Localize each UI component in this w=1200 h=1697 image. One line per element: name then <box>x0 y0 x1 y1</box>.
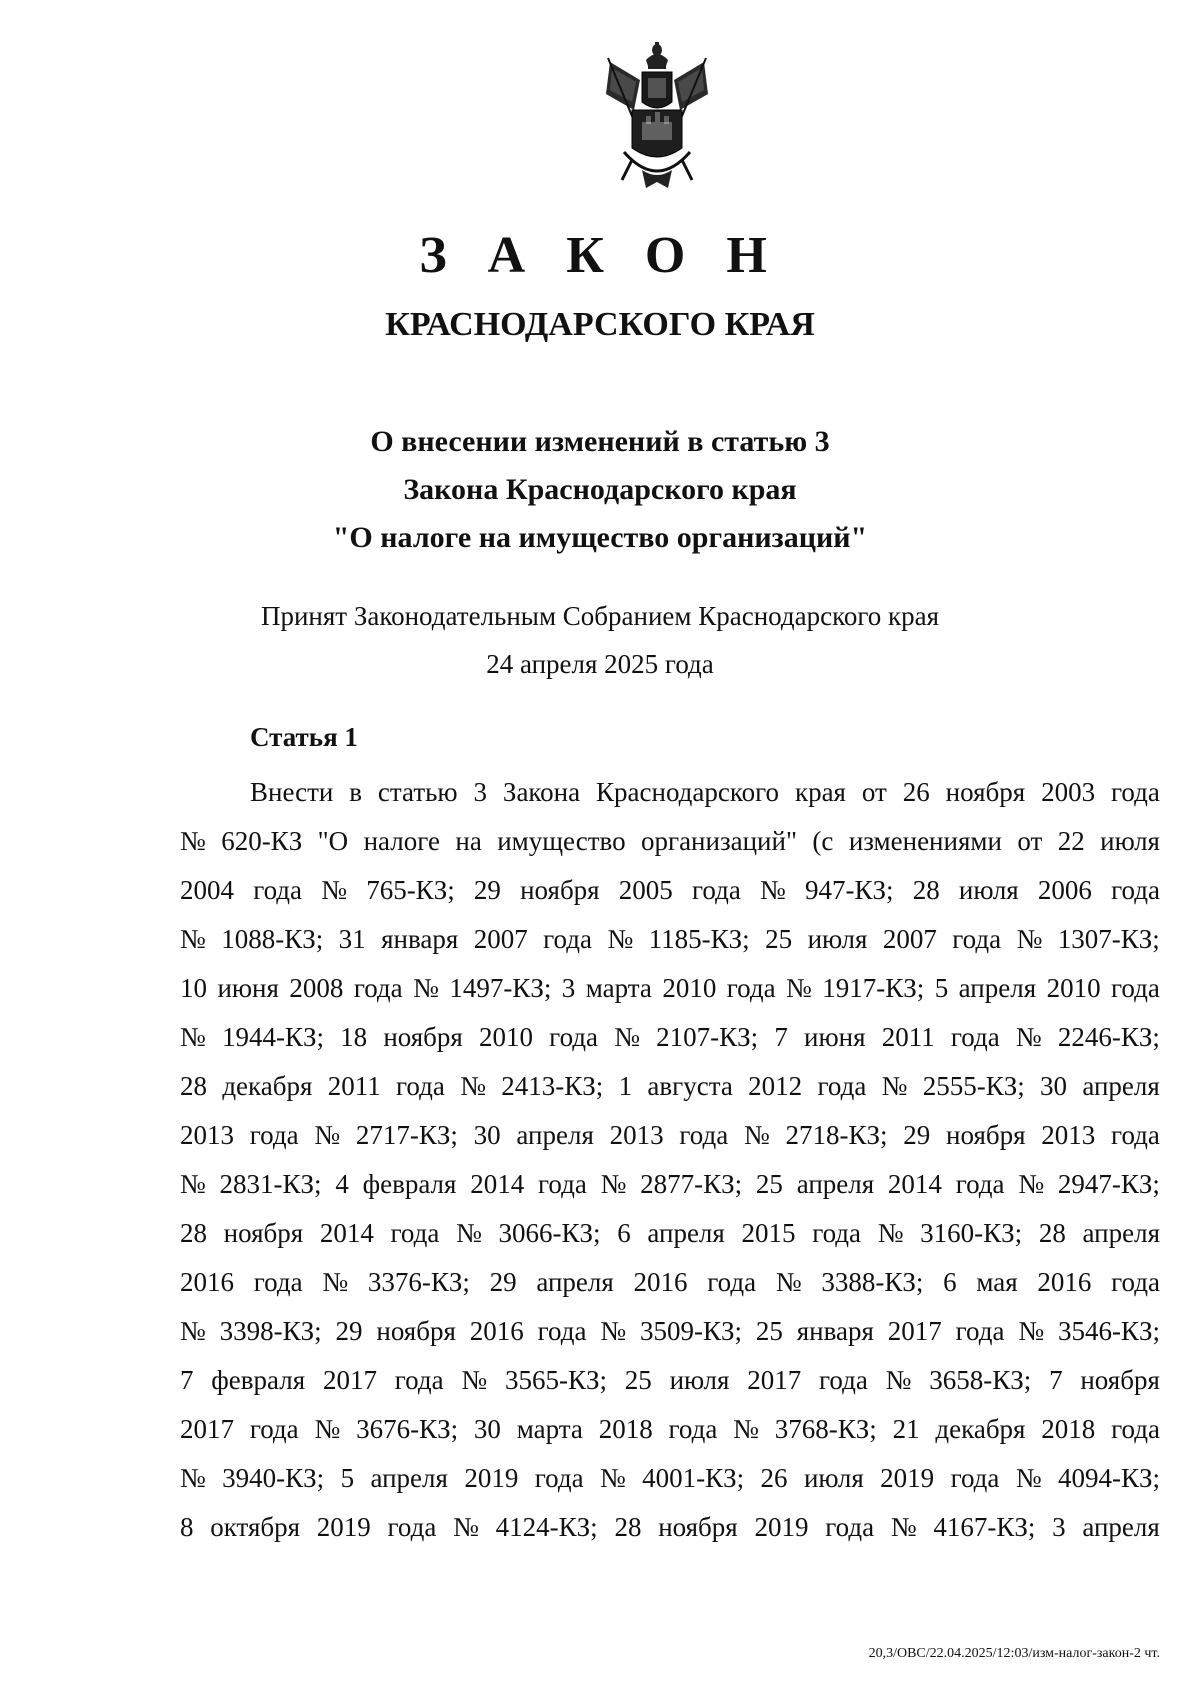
word: 1088-КЗ; <box>221 924 324 954</box>
word: ноября <box>520 875 600 905</box>
word: № <box>314 1414 341 1444</box>
document-title: З А К О Н <box>419 227 781 284</box>
word: года <box>1111 973 1160 1003</box>
word: года <box>955 1316 1005 1346</box>
word: года <box>1111 1414 1160 1444</box>
word: 29 <box>473 875 501 905</box>
body-line <box>180 1209 1160 1258</box>
word: организаций" <box>641 826 797 856</box>
article-body <box>180 768 1160 1552</box>
word: года <box>952 924 1002 954</box>
word: 947-КЗ; <box>804 875 894 905</box>
word: 2877-КЗ; <box>640 1169 743 1199</box>
word: 1917-КЗ; <box>822 973 925 1003</box>
word: № <box>180 826 206 856</box>
word: 5 <box>340 1463 355 1493</box>
word: 6 <box>943 1267 957 1297</box>
word: ноября <box>658 1512 738 1542</box>
word: 28 <box>614 1512 642 1542</box>
word: года <box>691 875 741 905</box>
word: № <box>775 1267 802 1297</box>
word: 2007 <box>473 924 528 954</box>
word: июля <box>807 924 868 954</box>
word: № <box>1015 1022 1042 1052</box>
word: апреля <box>796 1169 875 1199</box>
word: № <box>461 1365 488 1395</box>
word: апреля <box>1082 1512 1160 1542</box>
body-line <box>180 915 1160 964</box>
word: 2010 <box>1046 973 1101 1003</box>
word: года <box>353 973 403 1003</box>
word: февраля <box>211 1365 306 1395</box>
word: 28 <box>1038 1218 1066 1248</box>
word: 2019 <box>754 1512 809 1542</box>
word: изменениями <box>848 826 1002 856</box>
word: № <box>786 973 812 1003</box>
law-heading <box>0 418 1200 562</box>
word: 2831-КЗ; <box>219 1169 322 1199</box>
body-line <box>180 964 1160 1013</box>
word: 2003 <box>1041 777 1096 807</box>
body-line <box>180 1307 1160 1356</box>
word: февраля <box>362 1169 457 1199</box>
word: № <box>1015 1463 1042 1493</box>
word: № <box>733 1414 759 1444</box>
word: года <box>1111 1267 1160 1297</box>
heading-line: О внесении изменений в статью 3 <box>370 425 830 458</box>
word: 3 <box>1052 1512 1066 1542</box>
word: года <box>679 1120 729 1150</box>
word: июня <box>217 973 279 1003</box>
word: 2012 <box>748 1071 803 1101</box>
word: года <box>253 875 303 905</box>
word: мая <box>976 1267 1018 1297</box>
word: 3376-КЗ; <box>367 1267 470 1297</box>
word: 2019 <box>464 1463 519 1493</box>
body-line <box>180 1503 1160 1552</box>
body-line <box>180 1111 1160 1160</box>
word: 2413-КЗ; <box>501 1071 604 1101</box>
word: 30 <box>473 1120 501 1150</box>
word: № <box>600 1169 627 1199</box>
word: 4 <box>335 1169 349 1199</box>
word: № <box>180 1169 206 1199</box>
body-line <box>180 817 1160 866</box>
word: года <box>249 1414 299 1444</box>
word: № <box>760 875 786 905</box>
word: 2017 <box>887 1316 942 1346</box>
word: 25 <box>624 1365 652 1395</box>
word: 2007 <box>882 924 937 954</box>
word: 4124-КЗ; <box>495 1512 598 1542</box>
word: октября <box>210 1512 301 1542</box>
word: 2014 <box>470 1169 525 1199</box>
word: 3398-КЗ; <box>219 1316 322 1346</box>
word: 29 <box>489 1267 517 1297</box>
word: 2016 <box>469 1316 524 1346</box>
word: 2014 <box>887 1169 942 1199</box>
word: года <box>817 1071 867 1101</box>
word: 30 <box>473 1414 501 1444</box>
word: апреля <box>958 973 1037 1003</box>
word: 2010 <box>662 973 717 1003</box>
word: 26 <box>760 1463 788 1493</box>
body-line <box>180 1258 1160 1307</box>
word: июня <box>804 1022 866 1052</box>
word: 2717-КЗ; <box>355 1120 458 1150</box>
word: края <box>794 777 846 807</box>
word: 4094-КЗ; <box>1057 1463 1160 1493</box>
document-footer-code: 20,3/ОВС/22.04.2025/12:03/изм-налог-закон-2 чт. <box>868 1646 1160 1661</box>
word: 2006 <box>1037 875 1092 905</box>
word: 2016 <box>1037 1267 1092 1297</box>
word: 1185-КЗ; <box>648 924 750 954</box>
word: № <box>180 1463 206 1493</box>
body-line <box>180 1013 1160 1062</box>
word: 22 <box>1057 826 1085 856</box>
body-line <box>180 1454 1160 1503</box>
word: года <box>253 1267 303 1297</box>
word: года <box>396 1071 445 1101</box>
body-line <box>180 1356 1160 1405</box>
word: ноября <box>946 1120 1026 1150</box>
word: декабря <box>935 1414 1026 1444</box>
word: № <box>1016 924 1043 954</box>
word: марта <box>585 973 652 1003</box>
word: № <box>1018 1169 1045 1199</box>
word: 25 <box>765 924 793 954</box>
coat-of-arms-icon <box>602 40 712 195</box>
word: 2013 <box>1041 1120 1096 1150</box>
word: 2019 <box>316 1512 371 1542</box>
word: года <box>819 1365 868 1395</box>
word: года <box>950 1463 1000 1493</box>
word: года <box>955 1169 1005 1199</box>
word: № <box>877 1218 904 1248</box>
word: года <box>1110 777 1160 807</box>
word: 30 <box>1040 1071 1068 1101</box>
word: декабря <box>222 1071 313 1101</box>
article-title: Статья 1 <box>250 722 358 752</box>
word: № <box>456 1218 482 1248</box>
word: июля <box>669 1365 730 1395</box>
word: 3676-КЗ; <box>356 1414 459 1444</box>
word: марта <box>516 1414 583 1444</box>
word: 2011 <box>327 1071 381 1101</box>
word: июля <box>958 875 1019 905</box>
word: 3509-КЗ; <box>639 1316 742 1346</box>
word: № <box>460 1071 486 1101</box>
word: 3388-КЗ; <box>821 1267 924 1297</box>
word: в <box>349 777 363 807</box>
word: года <box>812 1218 862 1248</box>
word: апреля <box>370 1463 448 1493</box>
word: № <box>1018 1316 1045 1346</box>
word: 2004 <box>180 875 234 905</box>
word: года <box>390 1218 440 1248</box>
word: на <box>455 826 482 856</box>
word: 25 <box>755 1169 783 1199</box>
word: 3066-КЗ; <box>498 1218 601 1248</box>
word: года <box>249 1120 299 1150</box>
body-line <box>180 866 1160 915</box>
word: года <box>537 1316 587 1346</box>
word: Краснодарского <box>596 777 780 807</box>
word: № <box>180 1022 206 1052</box>
word: ноября <box>223 1218 304 1248</box>
word: Внести <box>250 777 334 807</box>
word: № <box>885 1365 912 1395</box>
heading-line: "О налоге на имущество организаций" <box>332 521 868 554</box>
word: 4001-КЗ; <box>642 1463 745 1493</box>
word: 2014 <box>319 1218 374 1248</box>
word: 3658-КЗ; <box>929 1365 1032 1395</box>
body-line <box>180 768 1160 817</box>
word: 2005 <box>618 875 673 905</box>
word: 3 <box>473 777 488 807</box>
word: 8 <box>180 1512 194 1542</box>
word: № <box>321 875 347 905</box>
word: 28 <box>912 875 940 905</box>
word: года <box>537 1169 587 1199</box>
word: 1944-КЗ; <box>221 1022 324 1052</box>
heading-line: Закона Краснодарского края <box>403 473 797 506</box>
word: 29 <box>335 1316 363 1346</box>
word: Закона <box>502 777 581 807</box>
word: № <box>453 1512 479 1542</box>
word: 3160-КЗ; <box>920 1218 1023 1248</box>
word: года <box>707 1267 757 1297</box>
word: года <box>1111 875 1160 905</box>
word: 1 <box>618 1071 633 1101</box>
word: 3940-КЗ; <box>222 1463 325 1493</box>
word: года <box>668 1414 718 1444</box>
word: года <box>549 1022 599 1052</box>
word: 765-КЗ; <box>366 875 455 905</box>
word: 3 <box>561 973 576 1003</box>
adoption-info <box>0 592 1200 688</box>
word: от <box>861 777 887 807</box>
word: № <box>314 1120 341 1150</box>
word: 2011 <box>881 1022 935 1052</box>
word: от <box>1017 826 1043 856</box>
word: налоге <box>363 826 440 856</box>
word: 620-КЗ <box>221 826 303 856</box>
word: 2017 <box>747 1365 802 1395</box>
word: 2017 <box>322 1365 377 1395</box>
word: августа <box>647 1071 733 1101</box>
word: 2718-КЗ; <box>785 1120 888 1150</box>
word: апреля <box>1082 1218 1160 1248</box>
word: 3565-КЗ; <box>504 1365 607 1395</box>
word: № <box>413 973 439 1003</box>
word: года <box>387 1512 437 1542</box>
word: статью <box>377 777 458 807</box>
word: № <box>180 924 206 954</box>
adoption-date: 24 апреля 2025 года <box>486 649 714 679</box>
word: 21 <box>892 1414 920 1444</box>
word: 10 <box>180 973 207 1003</box>
word: 2947-КЗ; <box>1057 1169 1160 1199</box>
word: "О <box>317 826 349 856</box>
word: № <box>599 1463 626 1493</box>
word: № <box>322 1267 349 1297</box>
word: № <box>614 1022 640 1052</box>
word: ноября <box>383 1022 463 1052</box>
adoption-body: Принят Законодательным Собранием Краснодарского края <box>260 601 940 631</box>
word: апреля <box>536 1267 614 1297</box>
word: 28 <box>180 1218 207 1248</box>
body-line <box>180 1160 1160 1209</box>
word: ноября <box>376 1316 456 1346</box>
body-line <box>180 1062 1160 1111</box>
word: года <box>726 973 776 1003</box>
word: 2013 <box>609 1120 664 1150</box>
word: 3768-КЗ; <box>774 1414 877 1444</box>
word: года <box>543 924 593 954</box>
word: 2017 <box>180 1414 234 1444</box>
word: апреля <box>647 1218 725 1248</box>
word: 7 <box>1049 1365 1063 1395</box>
word: 1497-КЗ; <box>449 973 552 1003</box>
word: 7 <box>180 1365 194 1395</box>
word: 28 <box>180 1071 207 1101</box>
word: января <box>381 924 459 954</box>
word: апреля <box>516 1120 594 1150</box>
word: 1307-КЗ; <box>1057 924 1160 954</box>
word: 2107-КЗ; <box>656 1022 759 1052</box>
word: № <box>743 1120 770 1150</box>
word: № <box>180 1316 206 1346</box>
word: имущество <box>497 826 626 856</box>
word: 2013 <box>180 1120 234 1150</box>
word: года <box>950 1022 1000 1052</box>
word: 2018 <box>598 1414 653 1444</box>
word: 25 <box>755 1316 783 1346</box>
word: 31 <box>338 924 366 954</box>
word: 26 <box>902 777 930 807</box>
word: года <box>1111 1120 1160 1150</box>
word: 2010 <box>479 1022 533 1052</box>
word: № <box>890 1512 917 1542</box>
word: 5 <box>934 973 949 1003</box>
word: 4167-КЗ; <box>933 1512 1036 1542</box>
word: года <box>825 1512 875 1542</box>
word: 3546-КЗ; <box>1057 1316 1160 1346</box>
word: года <box>394 1365 444 1395</box>
body-line <box>180 1405 1160 1454</box>
word: года <box>534 1463 584 1493</box>
word: 2018 <box>1041 1414 1096 1444</box>
word: 2246-КЗ; <box>1057 1022 1160 1052</box>
word: 2019 <box>880 1463 935 1493</box>
word: № <box>881 1071 908 1101</box>
word: № <box>600 1316 627 1346</box>
word: № <box>607 924 634 954</box>
word: января <box>796 1316 874 1346</box>
word: июля <box>1100 826 1160 856</box>
word: 2016 <box>180 1267 234 1297</box>
document-subtitle: КРАСНОДАРСКОГО КРАЯ <box>385 306 815 343</box>
word: 2015 <box>741 1218 796 1248</box>
word: ноября <box>1080 1365 1160 1395</box>
word: июля <box>803 1463 864 1493</box>
word: 18 <box>340 1022 368 1052</box>
word: (с <box>812 826 834 856</box>
word: 29 <box>903 1120 931 1150</box>
word: 2008 <box>289 973 344 1003</box>
word: 2555-КЗ; <box>922 1071 1025 1101</box>
word: ноября <box>945 777 1026 807</box>
word: 7 <box>774 1022 788 1052</box>
word: апреля <box>1082 1071 1160 1101</box>
word: 2016 <box>633 1267 688 1297</box>
word: 6 <box>617 1218 631 1248</box>
